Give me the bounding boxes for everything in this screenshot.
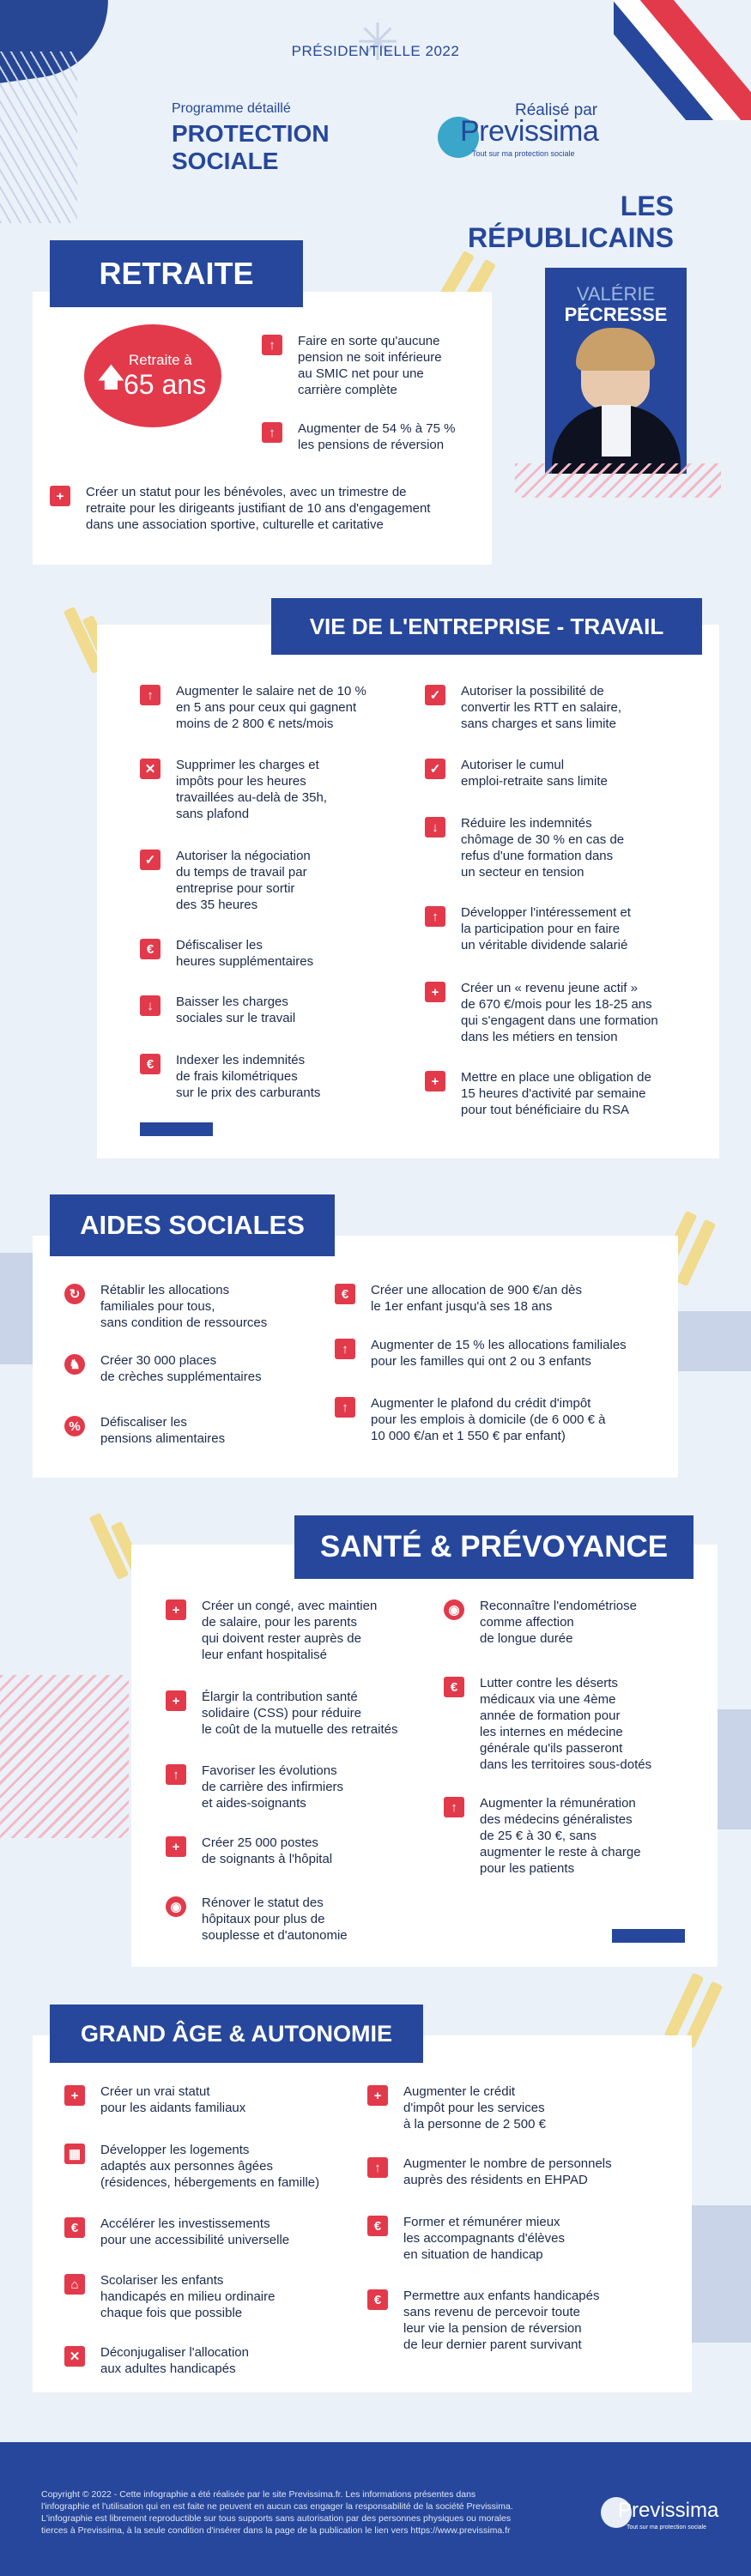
aides-item-text: Augmenter de 15 % les allocations familiales pour les familles qui ont 2 ou 3 enfants [371,1338,627,1369]
euro-icon: € [335,1284,355,1304]
candidate-shirt [602,405,631,457]
grand-age-item-text: Augmenter le nombre de personnels auprès des résidents en EHPAD [403,2156,612,2187]
footer-copyright: Copyright © 2022 - Cette infographie a été réalisée par le site Previssima.fr. Les informations présentes dans l'infographie et l'utilisation qui en est faite ne peuvent en aucun cas engager la responsabilité de la société Previssima. L'infographie est librement reproductible sur tous supports sans autorisation par des personnes physiques ou morales tierces à Previssima, à la seule condition d'insérer dans la page de la publication le lien vers https://www.previssima.fr [41,2489,513,2536]
candidate-photo [545,268,687,474]
entreprise-item [140,994,397,1026]
arrow-up-icon: ↑ [335,1339,355,1359]
arrow-down-icon: ↓ [140,995,160,1016]
entreprise-item [140,937,397,970]
sante-item-text: Augmenter la rémunération des médecins généralistes de 25 € à 30 €, sans augmenter le reste à charge pour les patients [480,1796,641,1876]
cross-icon: ✕ [140,759,160,779]
plus-icon: + [166,1599,186,1620]
grand-age-item [64,2344,356,2377]
sante-item-text: Lutter contre les déserts médicaux via une 4ème année de formation pour les internes en médecine générale qu'ils passeront dans les territoires sous-dotés [480,1676,652,1772]
check-icon: ✓ [425,685,445,705]
aides-item-text: Augmenter le plafond du crédit d'impôt pour les emplois à domicile (de 6 000 € à 10 000 €/an et 1 550 € par enfant) [371,1396,606,1443]
entreprise-item-text: Réduire les indemnités chômage de 30 % en cas de refus d'une formation dans un secteur en tension [461,816,625,880]
entreprise-item [425,815,700,880]
percent-icon: % [64,1416,85,1436]
made-by-label: Réalisé par [515,101,598,119]
grand-age-item-text: Permettre aux enfants handicapés sans revenu de percevoir toute leur vie la pension de réversion de leur dernier parent survivant [403,2289,600,2352]
right-band [718,1709,751,1829]
sante-item-text: Favoriser les évolutions de carrière des infirmiers et aides-soignants [202,1763,344,1811]
aides-item-text: Créer 30 000 places de crèches supplémentaires [100,1353,262,1384]
eye-icon: ◉ [166,1896,186,1917]
retirement-age-badge [84,324,221,427]
sante-item-text: Créer 25 000 postes de soignants à l'hôpital [202,1835,333,1866]
retraite-title: RETRAITE [50,240,303,307]
aides-item-text: Défiscaliser les pensions alimentaires [100,1415,226,1446]
plus-icon: + [50,486,70,506]
plus-icon: + [367,2085,388,2106]
euro-icon: € [64,2217,85,2238]
aides-item [335,1337,669,1370]
entreprise-item [140,848,397,913]
aides-item [335,1282,669,1315]
sante-item [166,1835,423,1867]
grand-age-item-text: Déconjugaliser l'allocation aux adultes handicapés [100,2345,249,2376]
flag-stripes [614,0,751,120]
sante-item [166,1895,423,1944]
entreprise-item-text: Autoriser le cumul emploi-retraite sans limite [461,758,608,789]
sparkle-icon: ✳ [355,14,400,71]
arrow-up-icon: ↑ [262,335,282,355]
grand-age-item [367,2288,668,2353]
sante-title: SANTÉ & PRÉVOYANCE [294,1515,693,1579]
footer-brand-name: Previssima [618,2499,719,2522]
sante-item-text: Rénover le statut des hôpitaux pour plus de souplesse et d'autonomie [202,1896,348,1943]
grand-age-item-text: Former et rémunérer mieux les accompagnants d'élèves en situation de handicap [403,2215,565,2262]
sante-item-text: Créer un congé, avec maintien de salaire, pour les parents qui doivent rester auprès de leur enfant hospitalisé [202,1599,378,1662]
entreprise-item [425,1069,700,1118]
brand-logo [438,113,609,165]
arrow-up-icon: ↑ [444,1797,464,1817]
entreprise-accent-bar [140,1122,213,1136]
plus-icon: + [64,2085,85,2106]
arrow-up-icon: ↑ [140,685,160,705]
grand-age-item-text: Développer les logements adaptés aux personnes âgées (résidences, hébergements en famille) [100,2143,320,2190]
entreprise-item-text: Autoriser la négociation du temps de travail par entreprise pour sortir des 35 heures [176,849,311,912]
aides-item [335,1395,669,1444]
retraite-item [262,420,485,453]
entreprise-title: VIE DE L'ENTREPRISE - TRAVAIL [271,598,702,655]
entreprise-item-text: Baisser les charges sociales sur le travail [176,995,296,1025]
sante-item-text: Reconnaître l'endométriose comme affection de longue durée [480,1599,637,1646]
rocking-horse-icon: ♞ [64,1354,85,1375]
entreprise-item-text: Défiscaliser les heures supplémentaires [176,938,314,969]
retraite-item-text: Créer un statut pour les bénévoles, avec un trimestre de retraite pour les dirigeants justifiant de 10 ans d'engagement dans une association sportive, culturelle et caritative [86,485,431,532]
entreprise-item [140,757,397,822]
retraite-item-text: Faire en sorte qu'aucune pension ne soit inférieure au SMIC net pour une carrière complète [298,334,442,397]
plus-icon: + [166,1836,186,1857]
arrow-up-icon: ↑ [335,1397,355,1418]
entreprise-item [425,904,700,953]
entreprise-item-text: Supprimer les charges et impôts pour les heures travaillées au-delà de 35h, sans plafond [176,758,327,821]
entreprise-item-text: Créer un « revenu jeune actif » de 670 €/mois pour les 18-25 ans qui s'engagent dans une formation dans les métiers en tension [461,981,658,1044]
arrow-up-icon: ↑ [166,1764,186,1785]
grand-age-item-text: Scolariser les enfants handicapés en milieu ordinaire chaque fois que possible [100,2273,276,2320]
plus-icon: + [166,1690,186,1711]
entreprise-item-text: Développer l'intéressement et la participation pour en faire un véritable dividende salarié [461,905,631,952]
program-label: Programme détaillé [172,101,291,116]
entreprise-item [140,1052,397,1101]
sante-accent-bar [612,1929,685,1943]
arrow-up-icon: 🡅 [98,364,124,392]
grand-age-item [367,2214,668,2263]
check-icon: ✓ [425,759,445,779]
left-hatch [0,1675,129,1838]
sante-item [166,1598,423,1663]
arrow-up-icon: ↑ [262,422,282,443]
grand-age-item-text: Accélérer les investissements pour une accessibilité universelle [100,2216,290,2247]
candidate-hair [576,328,655,371]
plus-icon: + [425,1071,445,1091]
footer-brand-tagline: Tout sur ma protection sociale [627,2525,706,2531]
retraite-item [262,333,485,398]
grand-age-item-text: Créer un vrai statut pour les aidants familiaux [100,2084,246,2115]
grand-age-item-text: Augmenter le crédit d'impôt pour les services à la personne de 2 500 € [403,2084,546,2132]
aides-title: AIDES SOCIALES [50,1194,335,1256]
sante-item [166,1689,432,1738]
badge-line1: Retraite à [129,352,192,368]
cross-icon: ✕ [64,2346,85,2367]
candidate-first-name: VALÉRIE [576,283,656,305]
entreprise-item-text: Augmenter le salaire net de 10 % en 5 ans pour ceux qui gagnent moins de 2 800 € nets/mois [176,684,366,731]
sante-item [166,1763,423,1811]
grand-age-item [64,2216,356,2248]
euro-icon: € [367,2216,388,2236]
right-band [678,1311,751,1371]
right-band [692,2205,751,2343]
brand-name: Previssima [460,115,599,148]
plus-icon: + [425,982,445,1002]
footer [0,2442,751,2576]
refresh-icon: ↻ [64,1284,85,1304]
entreprise-item [140,683,397,732]
entreprise-item [425,683,700,732]
grand-age-title: GRAND ÂGE & AUTONOMIE [50,2005,423,2063]
euro-icon: € [444,1677,464,1697]
euro-icon: € [140,1054,160,1074]
election-title: PRÉSIDENTIELLE 2022 [291,43,460,59]
aides-item [64,1352,305,1385]
grand-age-item [367,2083,668,2132]
program-title: PROTECTION SOCIALE [172,120,330,174]
badge-line2: 65 ans [124,369,207,400]
euro-icon: € [367,2289,388,2310]
sante-item-text: Élargir la contribution santé solidaire (CSS) pour réduire le coût de la mutuelle des retraités [202,1690,398,1737]
candidate-hatch [515,463,721,498]
retraite-item [50,484,488,533]
retraite-item-text: Augmenter de 54 % à 75 % les pensions de réversion [298,421,456,452]
brand-tagline: Tout sur ma protection sociale [472,149,575,158]
eye-icon: ◉ [444,1599,464,1620]
school-icon: ⌂ [64,2274,85,2295]
top-left-hatch [0,51,77,223]
sante-item [444,1795,701,1877]
euro-icon: € [140,939,160,959]
arrow-up-icon: ↑ [425,906,445,927]
grand-age-item [64,2142,356,2191]
arrow-up-icon: ↑ [367,2157,388,2178]
candidate-last-name: PÉCRESSE [564,304,668,325]
party-name: LES RÉPUBLICAINS [467,190,674,253]
entreprise-item [425,980,700,1045]
aides-item [64,1282,305,1331]
arrow-down-icon: ↓ [425,817,445,838]
grand-age-item [64,2272,356,2321]
sante-item [444,1675,701,1773]
footer-brand-logo [601,2495,721,2538]
check-icon: ✓ [140,850,160,870]
aides-item-text: Créer une allocation de 900 €/an dès le 1er enfant jusqu'à ses 18 ans [371,1283,583,1314]
sante-item [444,1598,701,1647]
aides-item-text: Rétablir les allocations familiales pour tous, sans condition de ressources [100,1283,268,1330]
building-icon: ▦ [64,2144,85,2164]
entreprise-item-text: Indexer les indemnités de frais kilométriques sur le prix des carburants [176,1053,321,1100]
entreprise-item-text: Autoriser la possibilité de convertir les RTT en salaire, sans charges et sans limite [461,684,622,731]
entreprise-item [425,757,700,789]
entreprise-item-text: Mettre en place une obligation de 15 heures d'activité par semaine pour tout bénéficiaire du RSA [461,1070,651,1117]
grand-age-item [367,2156,668,2188]
aides-item [64,1414,305,1447]
grand-age-item [64,2083,356,2116]
left-band [0,1253,34,1364]
